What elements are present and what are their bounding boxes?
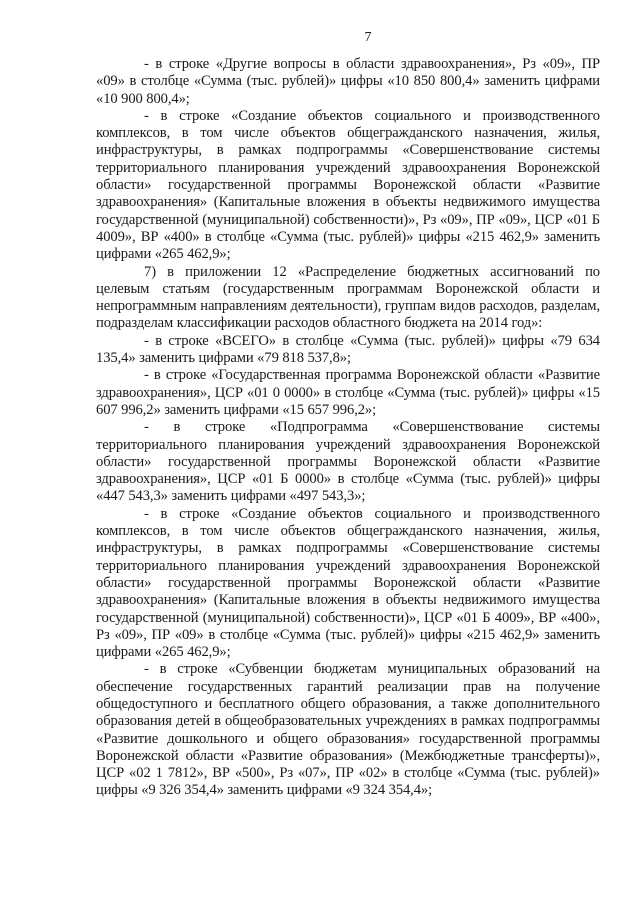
- page-number: 7: [364, 30, 372, 45]
- paragraph-capital-objects-appendix-11: - в строке «Создание объектов социального и производственного комплексов, в том числе объектов общегражданского назначения, жилья, инфраструктуры, в рамках подпрограммы «Совершенствование системы территориального планирования учреждений здравоохранения Воронежской области» государственной программы Воронежской области «Развитие здравоохранения» (Капитальные вложения в объекты недвижимого имущества государственной (муниципальной) собственности)», Рз «09», ПР «09», ЦСР «01 Б 4009», ВР «400» в столбце «Сумма (тыс. рублей)» цифры «215 462,9» заменить цифрами «265 462,9»;: [96, 107, 600, 263]
- paragraph-appendix-12-intro: 7) в приложении 12 «Распределение бюджетных ассигнований по целевым статьям (государственным программам Воронежской области и непрограммным направлениям деятельности), группам видов расходов, разделам, подразделам классификации расходов областного бюджета на 2014 год»:: [96, 263, 600, 332]
- paragraph-education-subventions: - в строке «Субвенции бюджетам муниципальных образований на обеспечение государственных гарантий реализации прав на получение общедоступного и бесплатного общего образования, а также дополнительного образования детей в общеобразовательных учреждениях в рамках подпрограммы «Развитие дошкольного и общего образования» государственной программы Воронежской области «Развитие образования» (Межбюджетные трансферты)», ЦСР «02 1 7812», ВР «500», Рз «07», ПР «02» в столбце «Сумма (тыс. рублей)» цифры «9 326 354,4» заменить цифрами «9 324 354,4»;: [96, 661, 600, 799]
- paragraph-other-health-questions: - в строке «Другие вопросы в области здравоохранения», Рз «09», ПР «09» в столбце «Сумма (тыс. рублей)» цифры «10 850 800,4» заменить цифрами «10 900 800,4»;: [96, 56, 600, 107]
- paragraph-health-program: - в строке «Государственная программа Воронежской области «Развитие здравоохранения», ЦСР «01 0 0000» в столбце «Сумма (тыс. рублей)» цифры «15 607 996,2» заменить цифрами «15 657 996,2»;: [96, 367, 600, 418]
- paragraph-total-row: - в строке «ВСЕГО» в столбце «Сумма (тыс. рублей)» цифры «79 634 135,4» заменить цифрами «79 818 537,8»;: [96, 332, 600, 367]
- paragraph-capital-objects-appendix-12: - в строке «Создание объектов социального и производственного комплексов, в том числе объектов общегражданского назначения, жилья, инфраструктуры, в рамках подпрограммы «Совершенствование системы территориального планирования учреждений здравоохранения Воронежской области» государственной программы Воронежской области «Развитие здравоохранения» (Капитальные вложения в объекты недвижимого имущества государственной (муниципальной) собственности)», ЦСР «01 Б 4009», ВР «400», Рз «09», ПР «09» в столбце «Сумма (тыс. рублей)» цифры «215 462,9» заменить цифрами «265 462,9»;: [96, 505, 600, 661]
- paragraph-subprogram-planning: - в строке «Подпрограмма «Совершенствование системы территориального планирования учреждений здравоохранения Воронежской области» государственной программы Воронежской области «Развитие здравоохранения», ЦСР «01 Б 0000» в столбце «Сумма (тыс. рублей)» цифры «447 543,3» заменить цифрами «497 543,3»;: [96, 419, 600, 505]
